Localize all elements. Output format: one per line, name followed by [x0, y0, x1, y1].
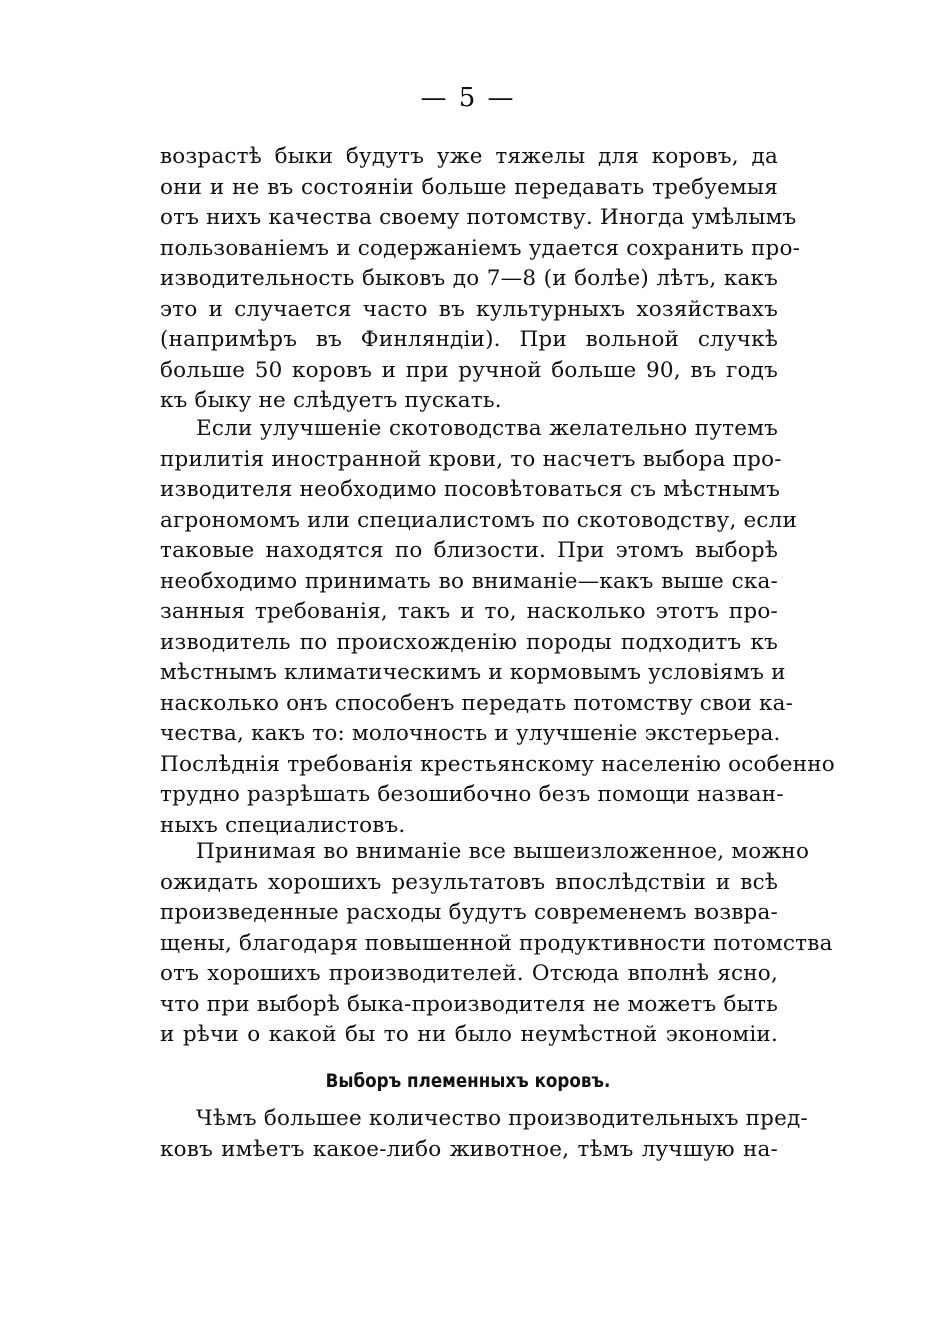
paragraph-line: ковъ имѣетъ какое-либо животное, тѣмъ лучшую на-	[160, 1136, 778, 1162]
paragraph-line: таковые находятся по близости. При этомъ выборѣ	[160, 538, 778, 563]
paragraph-line: это и случается часто въ культурныхъ хозяйствахъ	[160, 296, 778, 322]
section-heading: Выборъ племенныхъ коровъ.	[325, 1070, 611, 1092]
paragraph-line: агрономомъ или специалистомъ по скотоводству, если	[160, 507, 798, 533]
paragraph-line: пользованiемъ и содержанiемъ удается сохранить про-	[160, 235, 801, 261]
paragraph-line: ныхъ специалистовъ.	[160, 812, 406, 838]
paragraph-line: произведенные расходы будутъ современемъ возвра-	[160, 900, 778, 925]
paragraph-line: и рѣчи о какой бы то ни было неумѣстной экономiи.	[160, 1022, 778, 1047]
paragraph-4	[160, 1104, 808, 1165]
paragraph-line: щены, благодаря повышенной продуктивности потомства	[160, 930, 833, 956]
paragraph-line: необходимо принимать во вниманiе—какъ выше ска-	[160, 568, 778, 594]
page-number: — 5 —	[420, 83, 516, 113]
paragraph-line: больше 50 коровъ и при ручной больше 90, въ годъ	[160, 357, 778, 383]
paragraph-line: Принимая во вниманiе все вышеизложенное, можно	[196, 839, 810, 864]
paragraph-line: они и не въ состоянiи больше передавать требуемыя	[160, 174, 778, 200]
paragraph-line: занныя требованiя, такъ и то, насколько этотъ про-	[160, 599, 778, 624]
paragraph-line: возрастѣ быки будутъ уже тяжелы для коровъ, да	[160, 144, 778, 169]
paragraph-line: трудно разрѣшать безошибочно безъ помощи назван-	[160, 782, 784, 807]
paragraph-1	[160, 142, 801, 417]
paragraph-line: Послѣднiя требованiя крестьянскому населенiю особенно	[160, 751, 835, 777]
paragraph-line: изводителя необходимо посовѣтоваться съ мѣстнымъ	[160, 477, 781, 502]
paragraph-2	[160, 414, 835, 841]
paragraph-line: чества, какъ то: молочность и улучшенiе экстерьера.	[160, 721, 781, 746]
paragraph-line: Если улучшенiе скотоводства желательно путемъ	[196, 416, 778, 441]
paragraph-line: отъ нихъ качества своему потомству. Иногда умѣлымъ	[160, 205, 797, 230]
paragraph-line: что при выборѣ быка-производителя не можетъ быть	[160, 991, 778, 1017]
paragraph-line: (напримѣръ въ Финляндiи). При вольной случкѣ	[160, 327, 778, 352]
paragraph-line: изводительность быковъ до 7—8 (и болѣе) лѣтъ, какъ	[160, 266, 778, 291]
paragraph-3	[160, 837, 833, 1051]
paragraph-line: отъ хорошихъ производителей. Отсюда вполнѣ ясно,	[160, 961, 778, 986]
paragraph-line: ожидать хорошихъ результатовъ впослѣдствiи и всѣ	[160, 869, 778, 895]
paragraph-line: къ быку не слѣдуетъ пускать.	[160, 388, 502, 413]
paragraph-line: изводитель по происхожденiю породы подходитъ къ	[160, 629, 778, 655]
paragraph-line: Чѣмъ большее количество производительныхъ пред-	[196, 1106, 808, 1131]
paragraph-line: мѣстнымъ климатическимъ и кормовымъ условiямъ и	[160, 660, 786, 685]
paragraph-line: прилитiя иностранной крови, то насчетъ выбора про-	[160, 446, 782, 472]
paragraph-line: насколько онъ способенъ передать потомству свои ка-	[160, 690, 794, 716]
